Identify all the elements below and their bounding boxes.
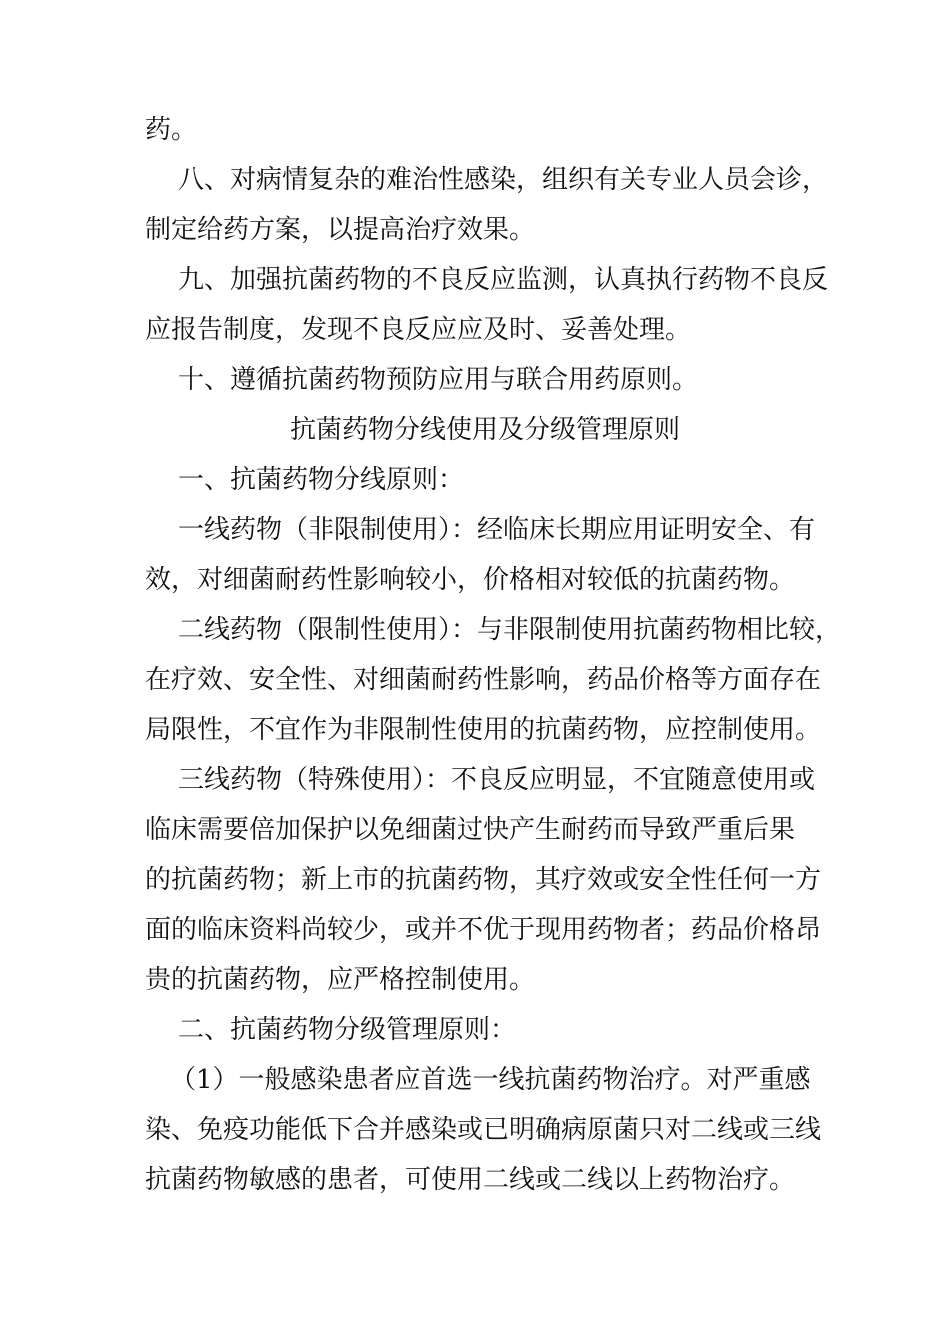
text-line: 应报告制度，发现不良反应应及时、妥善处理。 bbox=[145, 315, 692, 345]
text-line: 一、抗菌药物分线原则： bbox=[178, 465, 465, 495]
text-line: 面的临床资料尚较少，或并不优于现用药物者；药品价格昂 bbox=[145, 915, 822, 945]
text-line: 八、对病情复杂的难治性感染，组织有关专业人员会诊， bbox=[178, 165, 829, 195]
text-line: 在疗效、安全性、对细菌耐药性影响，药品价格等方面存在 bbox=[145, 665, 822, 695]
text-line: 二线药物（限制性使用）：与非限制使用抗菌药物相比较， bbox=[178, 615, 842, 645]
text-line: 制定给药方案，以提高治疗效果。 bbox=[145, 215, 536, 245]
text-line: 九、加强抗菌药物的不良反应监测，认真执行药物不良反 bbox=[178, 265, 829, 295]
text-line: 二、抗菌药物分级管理原则： bbox=[178, 1015, 517, 1045]
text-line: 染、免疫功能低下合并感染或已明确病原菌只对二线或三线 bbox=[145, 1115, 822, 1145]
section-heading: 抗菌药物分线使用及分级管理原则 bbox=[290, 415, 681, 445]
text-line: 的抗菌药物；新上市的抗菌药物，其疗效或安全性任何一方 bbox=[145, 865, 822, 895]
text-line: 抗菌药物敏感的患者，可使用二线或二线以上药物治疗。 bbox=[145, 1165, 796, 1195]
text-line: 一线药物（非限制使用）：经临床长期应用证明安全、有 bbox=[178, 515, 816, 545]
text-line: 效，对细菌耐药性影响较小，价格相对较低的抗菌药物。 bbox=[145, 565, 796, 595]
text-line: 贵的抗菌药物，应严格控制使用。 bbox=[145, 965, 536, 995]
text-line: 药。 bbox=[145, 115, 198, 145]
text-line: 三线药物（特殊使用）：不良反应明显，不宜随意使用或 bbox=[178, 765, 816, 795]
text-line: 十、遵循抗菌药物预防应用与联合用药原则。 bbox=[178, 365, 699, 395]
text-line: 局限性，不宜作为非限制性使用的抗菌药物，应控制使用。 bbox=[145, 715, 822, 745]
text-line: （1）一般感染患者应首选一线抗菌药物治疗。对严重感 bbox=[170, 1065, 811, 1095]
text-line: 临床需要倍加保护以免细菌过快产生耐药而导致严重后果 bbox=[145, 815, 796, 845]
